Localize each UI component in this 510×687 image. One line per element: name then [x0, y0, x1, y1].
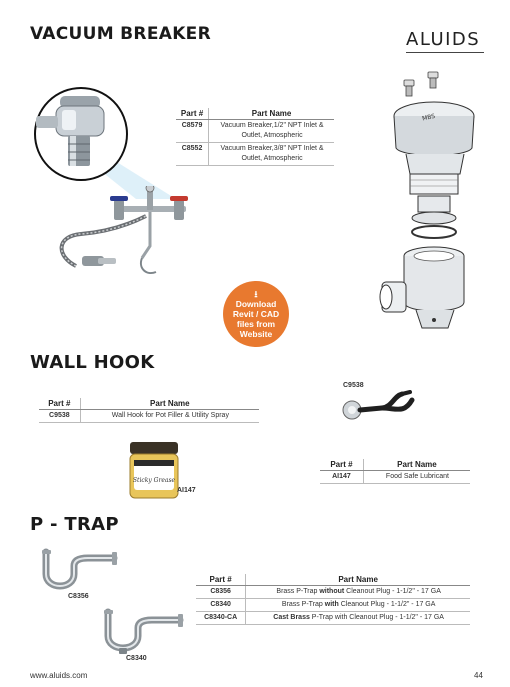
part-name-prefix: Brass P-Trap: [276, 588, 320, 595]
pre-rinse-faucet-image: [46, 186, 216, 296]
part-name-header: Part Name: [209, 108, 334, 120]
table-row: [320, 471, 470, 484]
table-header-row: [320, 459, 470, 471]
logo-text: ALUIDS: [406, 29, 481, 50]
table-row: [196, 599, 470, 612]
table-row: [196, 612, 470, 625]
part-name-line: Outlet, Atmospheric: [241, 132, 303, 139]
svg-text:MBS: MBS: [421, 112, 436, 123]
part-number-cell: AI147: [320, 471, 363, 484]
part-number-cell: C8340-CA: [196, 612, 246, 625]
part-name-cell: Food Safe Lubricant: [363, 471, 470, 484]
part-name-suffix: Cleanout Plug - 1-1/2" - 17 GA: [338, 601, 436, 608]
page-number: 44: [474, 671, 483, 680]
part-name-emphasis: Cast Brass: [273, 614, 310, 621]
table-header-row: [39, 398, 259, 410]
table-header-row: [176, 108, 334, 120]
part-number-cell: C8340: [196, 599, 246, 612]
jar-label-text: Sticky Grease: [132, 477, 176, 484]
p-trap-parts-table: [196, 574, 470, 625]
logo-underline: [406, 52, 484, 53]
part-name-cell: [209, 143, 334, 166]
part-name-cell: [246, 612, 470, 625]
wall-hook-parts-table: [39, 398, 259, 423]
part-name-emphasis: without: [319, 588, 345, 595]
part-name-line: Outlet, Atmospheric: [241, 155, 303, 162]
part-number-header: Part #: [196, 574, 246, 586]
download-revit-cad-badge[interactable]: [223, 281, 289, 347]
footer-website-link[interactable]: www.aluids.com: [30, 671, 88, 680]
p-trap-c8340-label: C8340: [126, 655, 147, 662]
part-name-suffix: Cleanout Plug - 1-1/2" - 17 GA: [344, 588, 441, 595]
vacuum-breaker-exploded-diagram: [372, 66, 500, 348]
table-header-row: [196, 574, 470, 586]
badge-line: Website: [239, 329, 273, 339]
part-name-prefix: Brass P-Trap: [281, 601, 325, 608]
download-arrow-icon: ⭳: [254, 289, 258, 299]
p-trap-c8340-image: [100, 608, 186, 656]
wall-hook-image: [340, 390, 440, 430]
lubricant-jar-image: [126, 440, 182, 502]
part-name-header: Part Name: [363, 459, 470, 471]
wall-hook-image-label: C9538: [343, 382, 364, 389]
p-trap-title: P - TRAP: [30, 514, 119, 535]
badge-line: files from: [236, 319, 276, 329]
part-name-emphasis: with: [324, 601, 339, 608]
part-number-header: Part #: [176, 108, 209, 120]
part-name-cell: [246, 586, 470, 599]
part-name-cell: [246, 599, 470, 612]
part-name-header: Part Name: [80, 398, 259, 410]
part-name-line: Vacuum Breaker,1/2" NPT Inlet &: [220, 122, 324, 129]
part-number-header: Part #: [39, 398, 80, 410]
part-name-suffix: P-Trap with Cleanout Plug - 1-1/2" - 17 GA: [309, 614, 444, 621]
badge-line: Revit / CAD: [232, 309, 280, 319]
part-name-line: Vacuum Breaker,3/8" NPT Inlet &: [220, 145, 324, 152]
wall-hook-title: WALL HOOK: [30, 352, 155, 373]
brand-logo: [406, 27, 486, 53]
part-number-cell: C8356: [196, 586, 246, 599]
part-name-header: Part Name: [246, 574, 470, 586]
vacuum-breaker-title: VACUUM BREAKER: [30, 24, 211, 44]
table-row: [176, 120, 334, 143]
part-number-cell: C8552: [176, 143, 209, 166]
part-number-header: Part #: [320, 459, 363, 471]
part-name-cell: [209, 120, 334, 143]
p-trap-c8356-image: [38, 548, 120, 594]
vacuum-breaker-closeup-image: [26, 84, 176, 199]
vacuum-breaker-parts-table: [176, 108, 334, 166]
lubricant-image-label: AI147: [177, 487, 196, 494]
table-row: [176, 143, 334, 166]
lubricant-parts-table: [320, 459, 470, 484]
part-number-cell: C9538: [39, 410, 80, 423]
badge-line: Download: [235, 299, 277, 309]
part-number-cell: C8579: [176, 120, 209, 143]
p-trap-c8356-label: C8356: [68, 593, 89, 600]
table-row: [196, 586, 470, 599]
part-name-cell: Wall Hook for Pot Filler & Utility Spray: [80, 410, 259, 423]
table-row: [39, 410, 259, 423]
